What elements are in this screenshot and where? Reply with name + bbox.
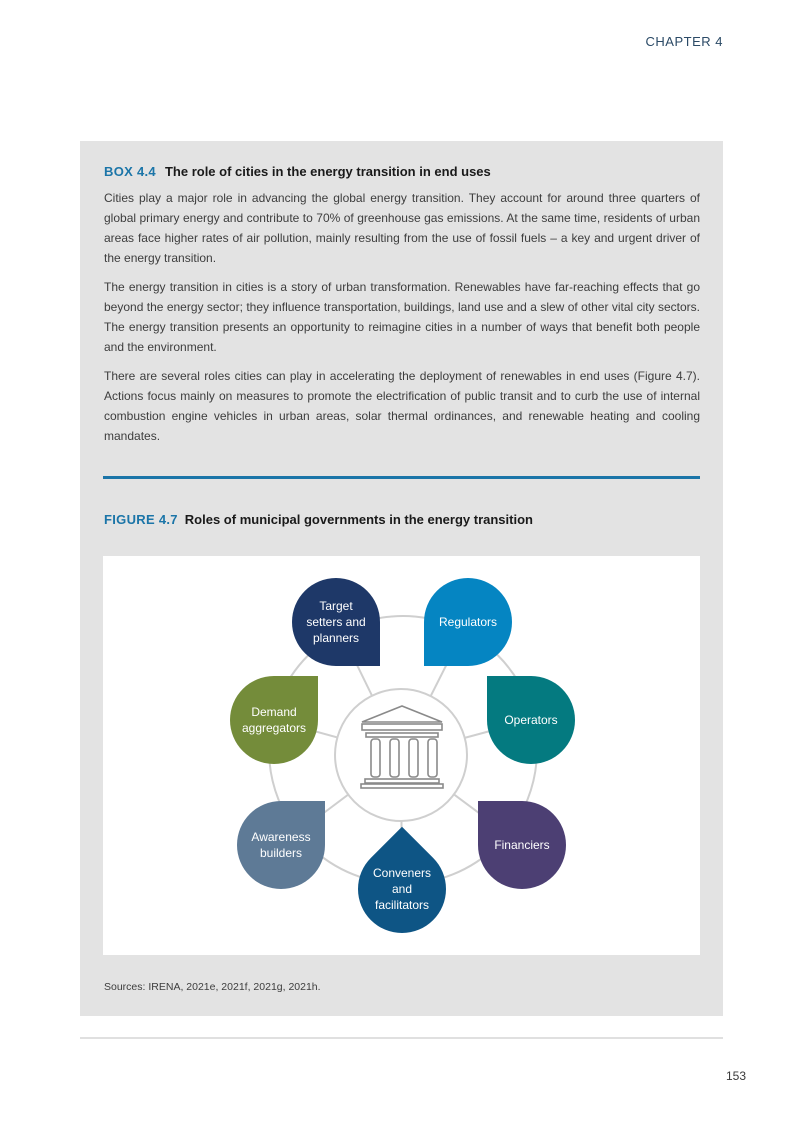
box-title-text: The role of cities in the energy transition in end uses xyxy=(164,164,491,179)
box-paragraph: The energy transition in cities is a story of urban transformation. Renewables have far-reaching effects that go beyond the energy sector; they influence transportation, buildings, land use and a slew of other vital city sectors. The energy transition presents an opportunity to reimagine cities in a number of ways that benefit both people and the environment. xyxy=(104,280,700,354)
role-label: Regulators xyxy=(438,615,498,629)
roles-diagram-svg xyxy=(103,556,700,955)
role-label: planners xyxy=(312,631,360,645)
box-paragraph: There are several roles cities can play in accelerating the deployment of renewables in end uses (Figure 4.7). Actions focus mainly on measures to promote the electrification of public transit and to curb the use of internal combustion engine vehicles in urban areas, solar thermal ordinances, and renewable heating and cooling mandates. xyxy=(104,369,700,443)
role-label: and xyxy=(391,882,413,896)
center-circle xyxy=(335,689,467,821)
role-label: Operators xyxy=(504,713,558,727)
role-label: setters and xyxy=(306,615,366,629)
box-4-4 xyxy=(80,141,723,1016)
box-title xyxy=(104,164,491,179)
roles-diagram xyxy=(103,556,700,955)
role-petal xyxy=(230,676,318,764)
chapter-header: CHAPTER 4 xyxy=(645,34,723,49)
role-label: Demand xyxy=(251,705,297,719)
figure-label: FIGURE 4.7 xyxy=(104,512,178,527)
role-label: Financiers xyxy=(494,838,550,852)
role-label: Conveners xyxy=(372,866,432,880)
footer-rule xyxy=(80,1037,723,1039)
role-label: builders xyxy=(259,846,303,860)
role-label: Target xyxy=(319,599,353,613)
role-label: facilitators xyxy=(374,898,430,912)
figure-title-text: Roles of municipal governments in the energy transition xyxy=(184,512,533,527)
divider xyxy=(103,476,700,479)
role-label: Awareness xyxy=(251,830,311,844)
page-number: 153 xyxy=(725,1069,746,1083)
box-label: BOX 4.4 xyxy=(104,164,156,179)
role-petal xyxy=(237,801,325,889)
figure-title xyxy=(104,512,533,527)
figure-sources: Sources: IRENA, 2021e, 2021f, 2021g, 2021h. xyxy=(104,981,321,993)
box-paragraph: Cities play a major role in advancing the global energy transition. They account for around three quarters of global primary energy and contribute to 70% of greenhouse gas emissions. At the same time, residents of urban areas face higher rates of air pollution, mainly resulting from the use of fossil fuels – a key and urgent driver of the energy transition. xyxy=(104,191,700,265)
role-label: aggregators xyxy=(241,721,307,735)
